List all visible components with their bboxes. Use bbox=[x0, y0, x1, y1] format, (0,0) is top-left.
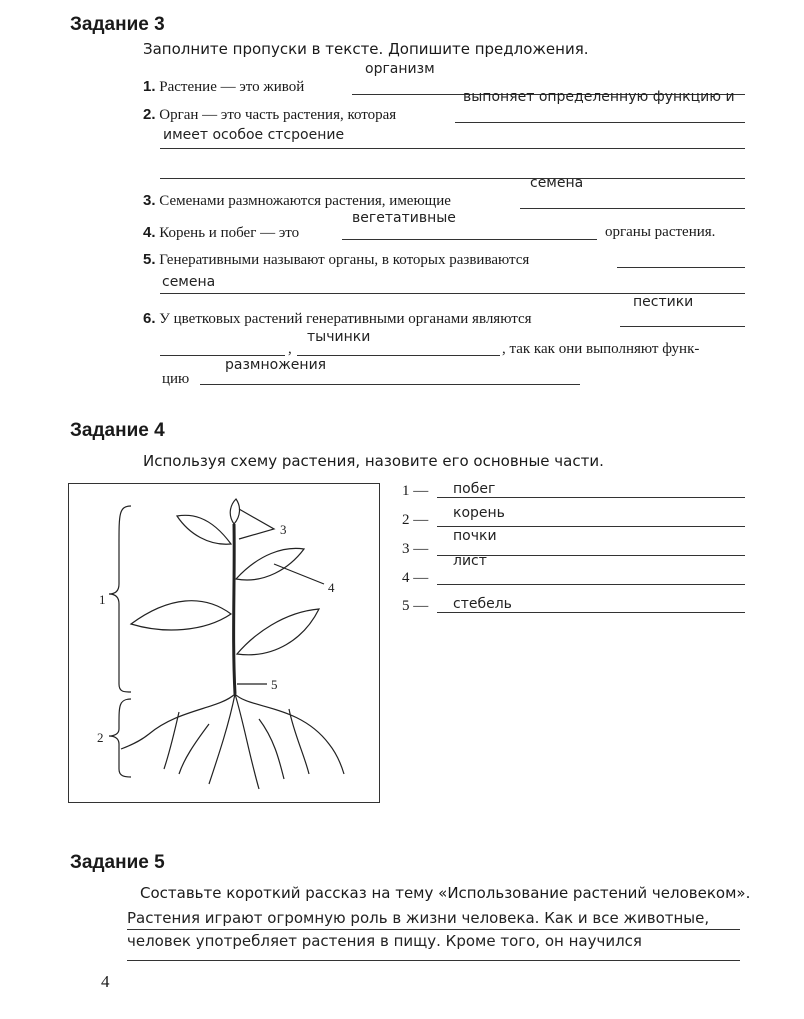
pointer-4 bbox=[274, 564, 324, 584]
item5-text: 5. Генеративными называют органы, в которых развиваются bbox=[143, 251, 530, 268]
item1-text: 1. Растение — это живой bbox=[143, 78, 305, 95]
task4-instruction: Используя схему растения, назовите его основные части. bbox=[143, 452, 604, 470]
label-1: 1 bbox=[99, 592, 106, 607]
item6-line-a bbox=[160, 355, 285, 356]
answer-num-1: 1 — bbox=[402, 483, 429, 499]
item3-text: 3. Семенами размножаются растения, имеющие bbox=[143, 192, 451, 209]
answer-num-2: 2 — bbox=[402, 512, 429, 528]
answer-line-5 bbox=[437, 612, 745, 613]
label-5: 5 bbox=[271, 677, 278, 692]
story-rule-1 bbox=[127, 929, 740, 930]
item6-answer3: размножения bbox=[225, 357, 327, 373]
item1-answer: организм bbox=[365, 61, 435, 77]
leaf-left bbox=[131, 601, 231, 630]
leaf-right-lower bbox=[237, 609, 319, 655]
item3-answer-line bbox=[520, 208, 745, 209]
bracket-root bbox=[109, 699, 131, 777]
item2-line3 bbox=[160, 178, 745, 179]
item4-answer: вегетативные bbox=[352, 210, 456, 226]
item3-answer: семена bbox=[530, 175, 584, 191]
item6-text2: , так как они выполняют функ- bbox=[502, 341, 700, 357]
story-rule-2 bbox=[127, 960, 740, 961]
task3-title: Задание 3 bbox=[70, 14, 165, 35]
item6-line-c bbox=[200, 384, 580, 385]
item2-line2 bbox=[160, 148, 745, 149]
item4-text: 4. Корень и побег — это bbox=[143, 224, 300, 241]
task5-title: Задание 5 bbox=[70, 852, 165, 873]
leaf-right-upper bbox=[236, 548, 304, 580]
item2-answer-line bbox=[455, 122, 745, 123]
answer-num-4: 4 — bbox=[402, 570, 429, 586]
task4-title: Задание 4 bbox=[70, 420, 165, 441]
item5-answer-line bbox=[617, 267, 745, 268]
bud bbox=[230, 499, 239, 524]
plant-illustration bbox=[69, 484, 381, 804]
item6-text: 6. У цветковых растений генеративными органами являются bbox=[143, 310, 532, 327]
item6-answer-line bbox=[620, 326, 745, 327]
item2-answer-cont: имеет особое стсроение bbox=[163, 127, 345, 143]
item6-answer: пестики bbox=[633, 294, 694, 310]
item2-answer: выпоняет определенную функцию и bbox=[463, 89, 735, 105]
label-2: 2 bbox=[97, 730, 104, 745]
answer-3: почки bbox=[453, 528, 497, 544]
answer-1: побег bbox=[453, 481, 496, 497]
label-3: 3 bbox=[280, 522, 287, 537]
story-line-1: Растения играют огромную роль в жизни человека. Как и все животные, bbox=[127, 909, 710, 927]
answer-line-1 bbox=[437, 497, 745, 498]
item2-text: 2. Орган — это часть растения, которая bbox=[143, 106, 397, 123]
item5-answer: семена bbox=[162, 274, 216, 290]
answer-line-2 bbox=[437, 526, 745, 527]
item6-comma: , bbox=[288, 341, 292, 357]
roots bbox=[121, 694, 344, 789]
answer-num-5: 5 — bbox=[402, 598, 429, 614]
answer-2: корень bbox=[453, 505, 505, 521]
pointer-3 bbox=[239, 509, 274, 539]
leaf-top-left bbox=[177, 515, 231, 544]
item6-answer2: тычинки bbox=[307, 329, 371, 345]
answer-line-4 bbox=[437, 584, 745, 585]
answer-4: лист bbox=[453, 553, 487, 569]
answer-num-3: 3 — bbox=[402, 541, 429, 557]
page-number: 4 bbox=[101, 972, 110, 991]
item6-text3: цию bbox=[162, 371, 190, 387]
task5-instruction: Составьте короткий рассказ на тему «Использование растений человеком». bbox=[140, 884, 751, 902]
plant-diagram bbox=[68, 483, 380, 803]
item6-line-b bbox=[297, 355, 500, 356]
item4-answer-line bbox=[342, 239, 597, 240]
label-4: 4 bbox=[328, 580, 335, 595]
bracket-shoot bbox=[109, 506, 131, 692]
answer-5: стебель bbox=[453, 596, 512, 612]
item4-text-after: органы растения. bbox=[605, 224, 716, 240]
stem bbox=[234, 524, 235, 694]
task3-instruction: Заполните пропуски в тексте. Допишите предложения. bbox=[143, 40, 589, 58]
story-line-2: человек употребляет растения в пищу. Кроме того, он научился bbox=[127, 932, 642, 950]
